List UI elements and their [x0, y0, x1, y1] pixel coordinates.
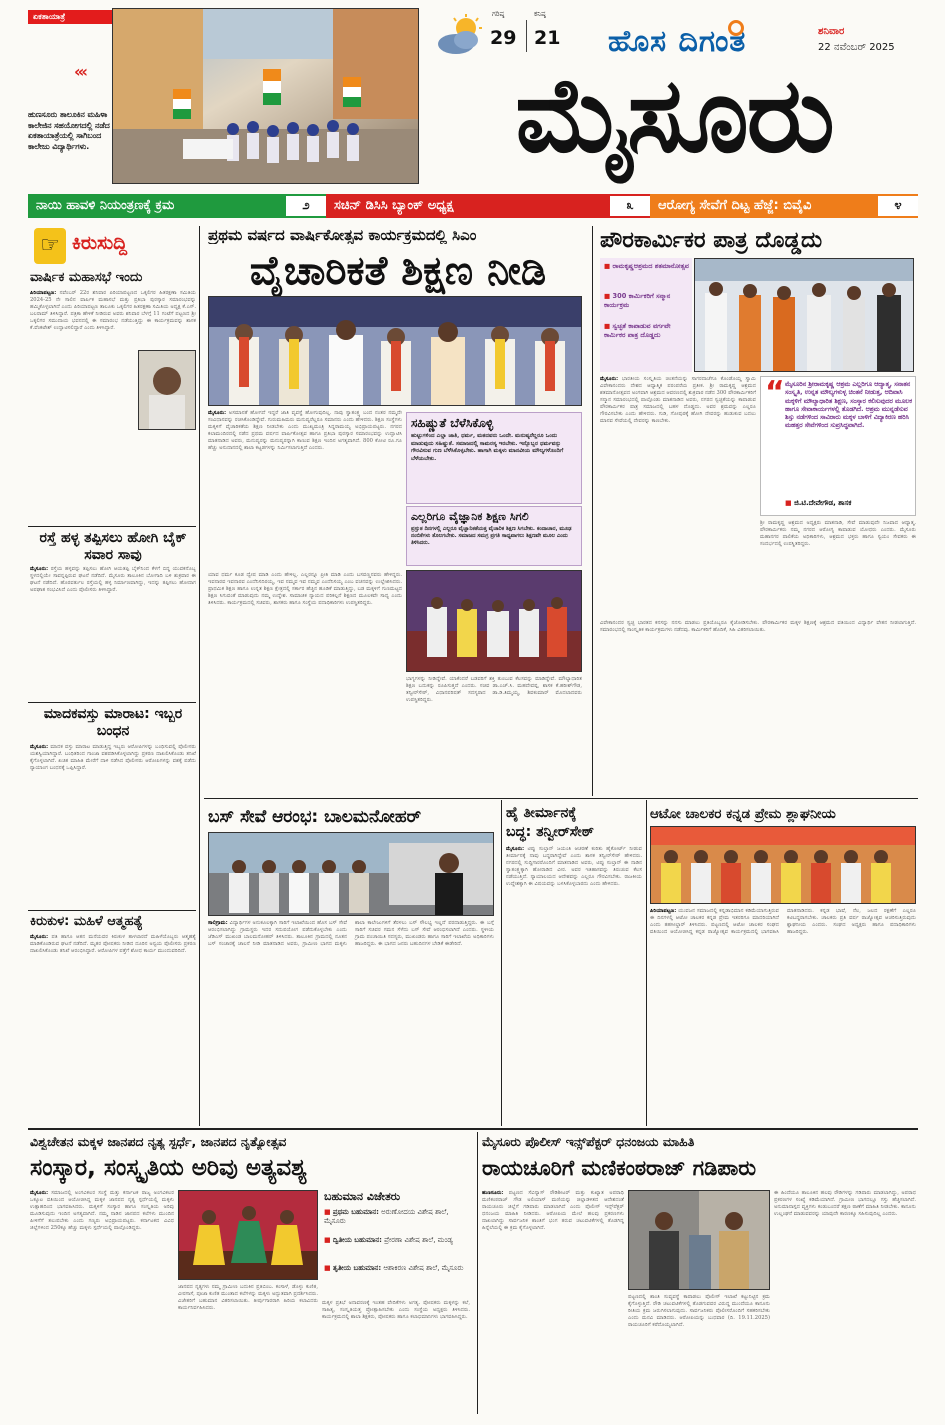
- prize-item: [324, 1208, 470, 1226]
- prize-label: ತೃತೀಯ ಬಹುಮಾನ:: [332, 1264, 382, 1272]
- prize-winner: ಅರುಣೋದಯ ವಿಶೇಷ ಶಾಲೆ, ಮೈಸೂರು: [324, 1208, 449, 1225]
- story-text: ಮಾದಕ ವಸ್ತು ಮಾರಾಟ ಮಾಡುತ್ತಿದ್ದ ಇಬ್ಬರು ಆರೋಪಿಗಳನ್ನು ಬಂಧಿಸುವಲ್ಲಿ ಪೊಲೀಸರು ಯಶಸ್ವಿಯಾಗಿದ್ದಾರೆ. ಬಂಧಿತರಿಂದ ಗಾಂಜಾ ವಶಪಡಿಸಿಕೊಳ್ಳಲಾಗಿದ್ದು ಪ್ರಕರಣ ದಾಖಲಿಸಿಕೊಂಡು ತನಿಖೆ ಕೈಗೊಳ್ಳಲಾಗಿದೆ. ಖಚಿತ ಮಾಹಿತಿ ಮೇರೆಗೆ ದಾಳಿ ನಡೆಸಿದ ಪೊಲೀಸರು ಆರೋಪಿಗಳನ್ನು ವಶಕ್ಕೆ ಪಡೆದು ನ್ಯಾಯಾಂಗ ಬಂಧನಕ್ಕೆ ಒಪ್ಪಿಸಿದ್ದಾರೆ.: [30, 744, 196, 771]
- kiru-column: [28, 226, 196, 1126]
- quote-author: ■: [785, 499, 795, 507]
- nav-page-number: ೨: [302, 198, 310, 213]
- story-text: ಯುವಜನ ಸಮಾಜದಲ್ಲಿ ಕನ್ನಡಾಭಿಮಾನ ಕಡಿಮೆಯಾಗುತ್ತಿರುವ ಈ ದಿನಗಳಲ್ಲಿ ಆಟೋ ಚಾಲಕರ ಕನ್ನಡ ಪ್ರೇಮ ಇತರರಿಗೂ ಮಾದರಿಯಾಗಿದೆ ಎಂದು ತಹಸೀಲ್ದಾರ್ ತಿಳಿಸಿದರು. ಪಟ್ಟಣದಲ್ಲಿ ಆಟೋ ಚಾಲಕರ ಸಂಘದ ವತಿಯಿಂದ ಆಯೋಜಿಸಿದ್ದ ಕನ್ನಡ ರಾಜ್ಯೋತ್ಸವ ಕಾರ್ಯಕ್ರಮದಲ್ಲಿ ಭಾಗವಹಿಸಿ ಮಾತನಾಡಿದರು. ಕನ್ನಡ ಭಾಷೆ, ನೆಲ, ಜಲದ ರಕ್ಷಣೆಗೆ ಎಲ್ಲರೂ ಕಟಿಬದ್ಧರಾಗಬೇಕು. ಚಾಲಕರು ಪ್ರತಿ ವರ್ಷ ರಾಜ್ಯೋತ್ಸವ ಆಚರಿಸುತ್ತಿರುವುದು ಶ್ಲಾಘನೀಯ ಎಂದರು. ಸಂಘದ ಅಧ್ಯಕ್ಷರು ಹಾಗೂ ಪದಾಧಿಕಾರಿಗಳು ಹಾಜರಿದ್ದರು.: [650, 908, 916, 935]
- story-text: ನವೆಂಬರ್ 22ರ ಶನಿವಾರ ಪಿರಿಯಾಪಟ್ಟಣದ ಒಕ್ಕಲಿಗರ ಹಿತರಕ್ಷಣಾ ಸಮಿತಿಯ 2024-25 ನೇ ಸಾಲಿನ ವಾರ್ಷಿಕ ಮಹಾಸಭೆ ಮತ್ತು ಪ್ರತಿಭಾ ಪುರಸ್ಕಾರ ಸಮಾರಂಭವನ್ನು ಹಮ್ಮಿಕೊಳ್ಳಲಾಗಿದೆ ಎಂದು ಪಿರಿಯಾಪಟ್ಟಣ ತಾಲೂಕು ಒಕ್ಕಲಿಗರ ಹಿತರಕ್ಷಣಾ ಸಮಿತಿಯ ಅಧ್ಯಕ್ಷ ಕೆ.ಎಸ್. ಬಲರಾಮ್ ತಿಳಿಸಿದ್ದಾರೆ. ಪತ್ರಿಕಾ ಹೇಳಿಕೆ ನೀಡಿರುವ ಅವರು ಶನಿವಾರ ಬೆಳಗ್ಗೆ 11 ಗಂಟೆಗೆ ಪಟ್ಟಣದ ಶ್ರೀ ಒಕ್ಕಲಿಗರ ಸಮುದಾಯ ಭವನದಲ್ಲಿ ಈ ಸಮಾರಂಭ ನಡೆಯುತ್ತಿದ್ದು ಈ ಕಾರ್ಯಕ್ರಮವನ್ನು ಶಾಸಕ ಕೆ.ವೆಂಕಟೇಶ್ ಉದ್ಘಾಟಿಸಲಿದ್ದಾರೆ ಎಂದು ತಿಳಿಸಿದ್ದಾರೆ.: [30, 290, 196, 331]
- column-rule: [646, 800, 647, 1126]
- story-text: ಸಮಾಜದಲ್ಲಿ ಅಂಗವಿಕಲರ ಸಂಸ್ಥೆ ಮತ್ತು ಕರ್ನಾಟಕ ರಾಜ್ಯ ಅಂಗವಿಕಲರ ಒಕ್ಕೂಟ ವತಿಯಿಂದ ಆಯೋಜಿಸಿದ್ದ ಮಕ್ಕಳ ಜಾನಪದ ನೃತ್ಯ ಸ್ಪರ್ಧೆಯಲ್ಲಿ ಮಕ್ಕಳು ಉತ್ಸಾಹದಿಂದ ಭಾಗವಹಿಸಿದರು. ಮಕ್ಕಳಿಗೆ ಸಂಸ್ಕಾರ ಹಾಗೂ ಸಂಸ್ಕೃತಿಯ ಅರಿವು ಮೂಡಿಸುವುದು ಇಂದಿನ ಅಗತ್ಯವಾಗಿದೆ. ನಮ್ಮ ನಾಡಿನ ಜಾನಪದ ಕಲೆಗಳು ಮುಂದಿನ ಪೀಳಿಗೆಗೆ ತಲುಪಬೇಕು ಎಂದು ಗಣ್ಯರು ಅಭಿಪ್ರಾಯಪಟ್ಟರು. ಕರ್ನಾಟಕದ ವಿವಿಧ ಜಿಲ್ಲೆಗಳಿಂದ 250ಕ್ಕೂ ಹೆಚ್ಚು ಮಕ್ಕಳು ಸ್ಪರ್ಧೆಯಲ್ಲಿ ಪಾಲ್ಗೊಂಡಿದ್ದರು.: [30, 1190, 174, 1231]
- bullet-square-icon: ■: [324, 1236, 333, 1244]
- kiru-header: [28, 226, 196, 266]
- nav-item-dogs[interactable]: [28, 194, 286, 218]
- prize-box: [322, 1190, 470, 1296]
- quote-author-name: ಜಿ.ಟಿ.ದೇವೇಗೌಡ,: [794, 499, 836, 507]
- dance-headline: ಸಂಸ್ಕಾರ, ಸಂಸ್ಕೃತಿಯ ಅರಿವು ಅತ್ಯವಶ್ಯ: [30, 1155, 307, 1181]
- box-title: ಸಹಿಷ್ಣುತೆ ಬೆಳೆಸಿಕೊಳ್ಳಿ: [411, 416, 494, 430]
- workers-bullets: [600, 258, 692, 372]
- dateline: ಸಾಲಿಗ್ರಾಮ:: [208, 920, 228, 926]
- nav-item-page[interactable]: [878, 194, 918, 218]
- auto-photo: [650, 826, 916, 904]
- quote-box: [760, 376, 916, 516]
- nav-item-page[interactable]: [286, 194, 326, 218]
- prize-title: ಬಹುಮಾನ ವಿಜೇತರು: [324, 1190, 401, 1203]
- police-body-1: [482, 1190, 624, 1412]
- cm-photo: [208, 296, 582, 406]
- dance-kicker: ವಿಶ್ವಚೇತನ ಮಕ್ಕಳ ಜಾನಪದ ನೃತ್ಯ ಸ್ಪರ್ಧೆ, ಜಾನಪದ ನೃತ್ಯೋತ್ಸವ: [30, 1134, 287, 1149]
- dance-body-2: ಜಾನಪದ ನೃತ್ಯಗಳು ನಮ್ಮ ಗ್ರಾಮೀಣ ಬದುಕಿನ ಪ್ರತಿಬಿಂಬ. ಕಂಸಾಳೆ, ಡೊಳ್ಳು ಕುಣಿತ, ವೀರಗಾಸೆ, ಪೂಜಾ ಕುಣಿತ ಮುಂತಾದ ಕಲೆಗಳನ್ನು ಮಕ್ಕಳು ಅದ್ಭುತವಾಗಿ ಪ್ರದರ್ಶಿಸಿದರು. ವಿಜೇತರಿಗೆ ಬಹುಮಾನ ವಿತರಿಸಲಾಯಿತು. ತೀರ್ಪುಗಾರರಾಗಿ ಹಿರಿಯ ಕಲಾವಿದರು ಕಾರ್ಯನಿರ್ವಹಿಸಿದರು.: [178, 1284, 318, 1311]
- bullet-square-icon: ■: [324, 1264, 333, 1272]
- tipu-body: [506, 846, 642, 1122]
- prize-winner: ಆಶಾಕಿರಣ ವಿಶೇಷ ಶಾಲೆ, ಮೈಸೂರು: [383, 1264, 464, 1272]
- column-rule: [592, 226, 593, 796]
- bullet-square-icon: ■: [604, 262, 613, 270]
- story-text: ಭಾರತೀಯ ಸಂಸ್ಕೃತಿಯ ಚಿಂತನೆಯನ್ನು ಸಾಗರದಾಚೆಗೂ ಕೊಂಡೊಯ್ದ ಸ್ವಾಮಿ ವಿವೇಕಾನಂದರು ದೇಶದ ಆಧ್ಯಾತ್ಮಿಕ ಪರಂಪರೆಯ ಪ್ರತೀಕ. ಶ್ರೀ ರಾಮಕೃಷ್ಣ ಆಶ್ರಮದ ಶತಮಾನೋತ್ಸವದ ಅಂಗವಾಗಿ ಆಶ್ರಮದ ಆವರಣದಲ್ಲಿ ಶುಕ್ರವಾರ ನಡೆದ 300 ಪೌರಕಾರ್ಮಿಕರಿಗೆ ಸನ್ಮಾನ ಸಮಾರಂಭದಲ್ಲಿ ಪಾಲ್ಗೊಂಡು ಮಾತನಾಡಿದ ಅವರು, ನಗರದ ಸ್ವಚ್ಛತೆಯನ್ನು ಕಾಪಾಡುವ ಪೌರಕಾರ್ಮಿಕರ ಪಾತ್ರ ಸಮಾಜದಲ್ಲಿ ಬಹಳ ದೊಡ್ಡದು. ಅವರ ಶ್ರಮವನ್ನು ಎಲ್ಲರೂ ಗೌರವಿಸಬೇಕು ಎಂದು ಹೇಳಿದರು. ಗುಡಿ, ಗೋಪುರಕ್ಕೆ ಹೋಗಿ ದೇವರನ್ನು ಹುಡುಕುವ ಬದಲು ಮಾನವ ಸೇವೆಯಲ್ಲಿ ದೇವರನ್ನು ಕಾಣಬೇಕು.: [600, 376, 756, 424]
- divider: [28, 702, 196, 703]
- pointing-hand-icon: ☞: [34, 228, 66, 264]
- nav-item-health[interactable]: [650, 194, 878, 218]
- nav-item-dcc[interactable]: [326, 194, 610, 218]
- kiru-headline-1: ವಾರ್ಷಿಕ ಮಹಾಸಭೆ ಇಂದು: [30, 270, 143, 285]
- story-text: ರಸ್ತೆಯ ಹಳ್ಳವನ್ನು ತಪ್ಪಿಸಲು ಹೋಗಿ ಆಯತಪ್ಪಿ ಬೈಕ್‌ನಿಂದ ಕೆಳಗೆ ಬಿದ್ದ ಯುವಕನೊಬ್ಬ ಸ್ಥಳದಲ್ಲಿಯೇ ಸಾವನ್ನಪ್ಪಿರುವ ಘಟನೆ ನಡೆದಿದೆ. ಮೈಸೂರು ತಾಲೂಕಿನ ಬೋಗಾದಿ ಬಳಿ ಶುಕ್ರವಾರ ಈ ಘಟನೆ ನಡೆದಿದೆ. ಹೊರವರ್ತುಲ ರಸ್ತೆಯಲ್ಲಿ ಹಳ್ಳ ನಿರ್ಮಾಣವಾಗಿದ್ದು, ಇದನ್ನು ತಪ್ಪಿಸಲು ಹೋದಾಗ ಅಪಘಾತ ಸಂಭವಿಸಿದೆ ಎಂದು ಪೊಲೀಸರು ತಿಳಿಸಿದ್ದಾರೆ.: [30, 566, 196, 593]
- paper-logo: ಹೊಸ ದಿಗಂತ: [608, 24, 747, 59]
- row-divider: [28, 1128, 918, 1130]
- police-photo: [628, 1190, 770, 1290]
- police-headline: ರಾಯಚೂರಿಗೆ ಮಣಿಕಂಠರಾಜ್ ಗಡಿಪಾರು: [482, 1156, 757, 1180]
- workers-headline: ಪೌರಕಾರ್ಮಿಕರ ಪಾತ್ರ ದೊಡ್ಡದು: [600, 228, 823, 253]
- police-kicker: ಮೈಸೂರು ಪೊಲೀಸ್ ಇನ್ಸ್‌ಪೆಕ್ಟರ್ ಧನಂಜಯ ಮಾಹಿತಿ: [482, 1134, 695, 1149]
- weather-max: 29: [490, 27, 517, 49]
- auto-body: [650, 908, 916, 1122]
- cm-kicker: ಪ್ರಥಮ ವರ್ಷದ ವಾರ್ಷಿಕೋತ್ಸವ ಕಾರ್ಯಕ್ರಮದಲ್ಲಿ ಸಿಎಂ: [208, 226, 477, 244]
- quote-mark-icon: “: [765, 375, 785, 410]
- weather-max-label: ಗರಿಷ್ಠ: [492, 10, 505, 18]
- kiru-headline-3: ಮಾದಕವಸ್ತು ಮಾರಾಟ: ಇಬ್ಬರ ಬಂಧನ: [43, 706, 183, 739]
- auto-headline: ಆಟೋ ಚಾಲಕರ ಕನ್ನಡ ಪ್ರೇಮ ಶ್ಲಾಘನೀಯ: [650, 806, 836, 822]
- dateline: ಮೈಸೂರು:: [600, 376, 619, 382]
- bus-photo: [208, 832, 494, 916]
- weather-divider: [526, 20, 527, 52]
- quote-text: ಮೈಸೂರಿನ ಶ್ರೀರಾಮಕೃಷ್ಣ ಆಶ್ರಮ ಎಲ್ಲರಿಗೂ ಆದ್ಯಾತ್ಮ, ಸನಾತನ ಸಂಸ್ಕೃತಿ, ಉನ್ನತ ಮೌಲ್ಯಗಳುಳ್ಳ ಚಿಂತನೆ ನೀಡುತ್ತ, ಆದಿವಾಸಿ ಮಕ್ಕಳಿಗೆ ಮೌಲ್ಯಾಧಾರಿತ ಶಿಕ್ಷಣ, ಸಂಸ್ಕಾರ ಕಲಿಸುವುದರ ಮೂಲಕ ಹಾಗೂ ಸೇವಾಕಾರ್ಯಗಳಲ್ಲಿ ತೊಡಗಿದೆ. ಆಶ್ರಮ ಮುನ್ನಡೆಸುವ ಶಿಸ್ತು ನಡೆಗಳಿಂದ ಸಾವಿರಾರು ಮಕ್ಕಳ ಬಾಳಿಗೆ ವಿದ್ಯಾಕಿರಣ ಹರಿಸಿ ಮಹತ್ತರ ಸೇವೆಗಳಿಂದ ಸುಪ್ರಸಿದ್ಧವಾಗಿದೆ.: [785, 381, 912, 430]
- dateline: ಮೈಸೂರು:: [208, 410, 227, 416]
- logo-wheel-icon: [728, 20, 744, 36]
- workers-body-1: [600, 376, 756, 616]
- quote-author-role: ಶಾಸಕ: [838, 499, 852, 507]
- bullet-square-icon: ■: [604, 292, 613, 300]
- police-story: [480, 1132, 918, 1414]
- bullet-text: ಸ್ವಚ್ಛತೆ ಕಾಪಾಡುವ ವರ್ಗವೇ ಕಾರ್ಮಿಕರ ಪಾತ್ರ ದೊಡ್ಡದು: [604, 322, 671, 339]
- section-nav: [28, 194, 918, 218]
- box-body: ಪ್ರಸ್ತುತ ದಿನಗಳಲ್ಲಿ ಎಲ್ಲರೂ ವೈಜ್ಞಾನಿಕತೆಯತ್ತ ವೈಚಾರಿಕ ಶಿಕ್ಷಣ ಸಿಗಬೇಕು. ಕಂದಾಚಾರ, ಮೂಢ ನಂಬಿಕೆಗಳು ತೊಲಗಬೇಕು. ಸಮಾಜದ ಸಮಗ್ರ ಪ್ರಗತಿ ಸಾಧ್ಯವಾಗಲು ಶಿಕ್ಷಣವೇ ಮೂಲ ಎಂದು ತಿಳಿಸಿದರು.: [411, 526, 572, 546]
- dance-story: [28, 1132, 474, 1414]
- weather-min: 21: [534, 27, 561, 49]
- sidebar-box-science: [406, 506, 582, 566]
- bullet-square-icon: ■: [324, 1208, 333, 1216]
- tipu-story: [504, 800, 644, 1126]
- box-body: ಹುಟ್ಟುಗಳಿಂದ ಎಲ್ಲಾ ಜಾತಿ, ಧರ್ಮ, ಮತದವರು ಒಂದೇ. ಮನುಷ್ಯರೆಲ್ಲರೂ ಒಂದು ಮಾಡುವುದು ಸಹಿಷ್ಣುತೆ. ಸಮಾಜದಲ್ಲಿ ಸಾಮರಸ್ಯ ಇರಬೇಕು. ಇನ್ನೊಬ್ಬರ ಧರ್ಮವನ್ನು ಗೌರವಿಸುವ ಗುಣ ಬೆಳೆಸಿಕೊಳ್ಳಬೇಕು. ಹಾಗಾಗಿ ಮಕ್ಕಳು ಮಾನವೀಯ ಮೌಲ್ಯಗಳೊಂದಿಗೆ ಬೆಳೆಯಬೇಕು.: [411, 433, 564, 462]
- bus-story: [204, 800, 500, 1126]
- cm-body-3: ಭಾಗ್ಯಗಳನ್ನು ನೀಡಿದ್ದೇವೆ. ಯಾಕೆಂದರೆ ಬಡವರಿಗೆ ಶಕ್ತಿ ತುಂಬುವ ಕೆಲಸವನ್ನು ಮಾಡಿದ್ದೇವೆ. ಮೌಲ್ಯಾಧಾರಿತ ಶಿಕ್ಷಣ ಬದುಕನ್ನು ರೂಪಿಸುತ್ತದೆ ಎಂದರು. ಸಚಿವ ಡಾ.ಎಚ್.ಸಿ. ಮಹದೇವಪ್ಪ, ಶಾಸಕ ಕೆ.ಹರೀಶ್‌ಗೌಡ, ತನ್ವೀರ್‌ಸೇಠ್, ವಿಧಾನಪರಿಷತ್ ಸದಸ್ಯರಾದ ಡಾ.ಡಿ.ತಿಮ್ಮಯ್ಯ, ಶಿವಕುಮಾರ್ ಮೊದಲಾದವರು ಉಪಸ್ಥಿತರಿದ್ದರು.: [406, 676, 582, 703]
- quote-attribution: [785, 499, 915, 508]
- dateline: ಪಿರಿಯಾಪಟ್ಟಣ:: [650, 908, 677, 914]
- kiru-headline-2: ರಸ್ತೆ ಹಳ್ಳ ತಪ್ಪಿಸಲು ಹೋಗಿ ಬೈಕ್ ಸವಾರ ಸಾವು: [39, 530, 187, 563]
- divider: [28, 526, 196, 527]
- cm-story: [204, 226, 588, 796]
- auto-story: [648, 800, 918, 1126]
- tag-caption: ಹುಣಸೂರು ತಾಲೂಕಿನ ಮಹಿಳಾ ಕಾಲೇಜಿನ ಸಹಯೋಗದಲ್ಲಿ ನಡೆದ ಏಕತಾಯಾತ್ರೆಯಲ್ಲಿ ಸಾಗಿಬಂದ ಕಾಲೇಜು ವಿದ್ಯಾರ್ಥಿಗಳು.: [28, 110, 110, 151]
- edition-title: ಮೈಸೂರು: [515, 54, 833, 176]
- prize-label: ಪ್ರಥಮ ಬಹುಮಾನ:: [332, 1208, 379, 1216]
- dateline: ಮೈಸೂರು:: [506, 846, 525, 852]
- nav-item-label: ಆರೋಗ್ಯ ಸೇವೆಗೆ ದಿಟ್ಟ ಹೆಜ್ಜೆ: ಬಿವೈವಿ: [658, 198, 812, 213]
- kiru-label: ಕಿರುಸುದ್ದಿ: [72, 232, 128, 254]
- column-rule: [477, 1132, 478, 1414]
- workers-body-2: ಶ್ರೀ ರಾಮಕೃಷ್ಣ ಆಶ್ರಮದ ಅಧ್ಯಕ್ಷರು ಮಾತನಾಡಿ, ಸೇವೆ ಮಾಡುವುದೇ ನಿಜವಾದ ಆಧ್ಯಾತ್ಮ. ಪೌರಕಾರ್ಮಿಕರು ನಮ್ಮ ನಗರದ ಆರೋಗ್ಯ ಕಾಪಾಡುವ ಯೋಧರು ಎಂದರು. ಮೈಸೂರು ಮಹಾನಗರ ಪಾಲಿಕೆಯ ಅಧಿಕಾರಿಗಳು, ಆಶ್ರಮದ ಭಕ್ತರು ಹಾಗೂ ಸ್ವಯಂ ಸೇವಕರು ಈ ಸಂದರ್ಭದಲ್ಲಿ ಉಪಸ್ಥಿತರಿದ್ದರು.: [760, 520, 916, 547]
- registration-marks: [90, 1416, 850, 1424]
- day-label: ಶನಿವಾರ: [818, 26, 845, 37]
- kiru-portrait: [138, 350, 196, 430]
- bullet-text: ರಾಮಕೃಷ್ಣಆಶ್ರಮದ ಶತಮಾನೋತ್ಸವ: [612, 262, 689, 270]
- police-body-3: ಈ ಹಿಂದೆಯೂ ತಾಲೂಕಿನ ಹಲವು ರೌಡಿಗಳನ್ನು ಗಡಿಪಾರು ಮಾಡಲಾಗಿದ್ದು, ಅಪರಾಧ ಪ್ರಕರಣಗಳ ಸಂಖ್ಯೆ ಕಡಿಮೆಯಾಗಿದೆ. ಗ್ರಾಮೀಣ ಭಾಗದಲ್ಲೂ ಗಸ್ತು ಹೆಚ್ಚಿಸಲಾಗಿದೆ. ಅನುಮಾನಾಸ್ಪದ ವ್ಯಕ್ತಿಗಳು ಕಂಡುಬಂದರೆ ತಕ್ಷಣ ಠಾಣೆಗೆ ಮಾಹಿತಿ ನೀಡಬೇಕು. ಕಾನೂನು ಉಲ್ಲಂಘನೆ ಮಾಡುವವರನ್ನು ಯಾವುದೇ ಕಾರಣಕ್ಕೂ ಸಹಿಸುವುದಿಲ್ಲ ಎಂದರು.: [774, 1190, 916, 1217]
- story-text: ಪಟ್ಟಣದ ಸೆವಿನ್ಯಾಸ್ ರೌಡಿಶೀಟರ್ ಮತ್ತು ಕುಖ್ಯಾತ ಅಪರಾಧಿ ಮಣಿಕಂಠರಾಜ್ ಗೌಡ ಅಲಿಯಾಸ್ ಮಣಿಯನ್ನು ಜಿಲ್ಲಾಡಳಿತದ ಆದೇಶದಂತೆ ರಾಯಚೂರು ಜಿಲ್ಲೆಗೆ ಗಡಿಪಾರು ಮಾಡಲಾಗಿದೆ ಎಂದು ಪೊಲೀಸ್ ಇನ್ಸ್‌ಪೆಕ್ಟರ್ ಧನಂಜಯ ಮಾಹಿತಿ ನೀಡಿದರು. ಆರೋಪಿಯ ಮೇಲೆ ಹಲವು ಪ್ರಕರಣಗಳು ದಾಖಲಾಗಿದ್ದು ಸಾರ್ವಜನಿಕ ಶಾಂತಿಗೆ ಭಂಗ ತರುವ ಚಟುವಟಿಕೆಗಳಲ್ಲಿ ತೊಡಗಿದ್ದ ಹಿನ್ನೆಲೆಯಲ್ಲಿ ಈ ಕ್ರಮ ಕೈಗೊಳ್ಳಲಾಗಿದೆ.: [482, 1190, 624, 1231]
- bullet-item: [604, 322, 690, 339]
- cm-body-1: [208, 410, 402, 570]
- nav-page-number: ೪: [894, 198, 902, 213]
- police-body-2: ಪಟ್ಟಣದಲ್ಲಿ ಶಾಂತಿ ಸುವ್ಯವಸ್ಥೆ ಕಾಪಾಡಲು ಪೊಲೀಸ್ ಇಲಾಖೆ ಕಟ್ಟುನಿಟ್ಟಿನ ಕ್ರಮ ಕೈಗೊಳ್ಳುತ್ತಿದೆ. ರೌಡಿ ಚಟುವಟಿಕೆಗಳಲ್ಲಿ ತೊಡಗುವವರ ವಿರುದ್ಧ ಮುಂದೆಯೂ ಕಾನೂನು ರೀತಿಯ ಕ್ರಮ ಜರುಗಿಸಲಾಗುವುದು. ಸಾರ್ವಜನಿಕರು ಪೊಲೀಸರೊಂದಿಗೆ ಸಹಕರಿಸಬೇಕು ಎಂದು ಮನವಿ ಮಾಡಿದರು. ಆರೋಪಿಯನ್ನು ಬುಧವಾರ (ದಿ. 19.11.2025) ರಾಯಚೂರಿಗೆ ಕರೆದೊಯ್ಯಲಾಗಿದೆ.: [628, 1294, 770, 1328]
- dateline: ಮೈಸೂರು:: [30, 934, 49, 940]
- kiru-body-2: [30, 566, 196, 700]
- kiru-headline-4: ಕಿರುಕುಳ: ಮಹಿಳೆ ಆತ್ಮಹತ್ಯೆ: [30, 914, 143, 929]
- arrows-icon: «‹: [74, 62, 85, 81]
- nav-item-label: ನಾಯಿ ಹಾವಳಿ ನಿಯಂತ್ರಣಕ್ಕೆ ಕ್ರಮ: [36, 198, 175, 213]
- prize-label: ದ್ವಿತೀಯ ಬಹುಮಾನ:: [332, 1236, 382, 1244]
- ekata-photo-art: [113, 9, 418, 183]
- column-rule: [501, 800, 502, 1126]
- tipu-headline: [506, 804, 644, 842]
- dateline: ಪಿರಿಯಾಪಟ್ಟಣ:: [30, 290, 57, 296]
- workers-body-3: ವಿವೇಕಾನಂದರ ಸ್ವಚ್ಛ ಭಾರತದ ಕನಸನ್ನು ನನಸು ಮಾಡಲು ಪ್ರತಿಯೊಬ್ಬರೂ ಕೈಜೋಡಿಸಬೇಕು. ಪೌರಕಾರ್ಮಿಕರ ಮಕ್ಕಳ ಶಿಕ್ಷಣಕ್ಕೆ ಆಶ್ರಮದ ವತಿಯಿಂದ ವಿದ್ಯಾರ್ಥಿ ವೇತನ ನೀಡಲಾಗುತ್ತಿದೆ. ಸಮಾರಂಭದಲ್ಲಿ ಸಾಂಸ್ಕೃತಿಕ ಕಾರ್ಯಕ್ರಮಗಳು ನಡೆದವು. ಕಾರ್ಮಿಕರಿಗೆ ಹೊದಿಕೆ, ಸಿಹಿ ವಿತರಿಸಲಾಯಿತು.: [600, 620, 916, 633]
- prize-winner: ಪ್ರೇರಣಾ ವಿಶೇಷ ಶಾಲೆ, ಮಂಡ್ಯ: [384, 1236, 453, 1244]
- weather-min-label: ಕನಿಷ್ಠ: [534, 10, 546, 18]
- bus-body: [208, 920, 494, 1124]
- nav-item-label: ಸಚಿನ್ ಡಿಸಿಸಿ ಬ್ಯಾಂಕ್ ಅಧ್ಯಕ್ಷ: [334, 198, 454, 213]
- bullet-item: [604, 262, 690, 271]
- prize-item: [324, 1236, 470, 1245]
- dateline: ಮೈಸೂರು:: [30, 566, 49, 572]
- tipu-headline-line-1: ಹೈ ತೀರ್ಮಾನಕ್ಕೆ: [506, 805, 577, 821]
- masthead: [0, 0, 945, 188]
- column-rule: [199, 226, 200, 1126]
- story-text: ಟಿಪ್ಪು ಸುಲ್ತಾನ್ ಜಯಂತಿ ಆಚರಣೆ ಕುರಿತು ಹೈಕೋರ್ಟ್ ನೀಡುವ ತೀರ್ಮಾನಕ್ಕೆ ನಾವು ಬದ್ಧರಾಗಿದ್ದೇವೆ ಎಂದು ಶಾಸಕ ತನ್ವೀರ್‌ಸೇಠ್ ಹೇಳಿದರು. ನಗರದಲ್ಲಿ ಸುದ್ದಿಗಾರರೊಂದಿಗೆ ಮಾತನಾಡಿದ ಅವರು, ಟಿಪ್ಪು ಸುಲ್ತಾನ್ ಈ ನಾಡಿನ ಸ್ವಾತಂತ್ರ್ಯಕ್ಕಾಗಿ ಹೋರಾಡಿದ ವೀರ. ಅವರ ಇತಿಹಾಸವನ್ನು ತಿರುಚುವ ಕೆಲಸ ನಡೆಯುತ್ತಿದೆ. ನ್ಯಾಯಾಲಯದ ಆದೇಶವನ್ನು ಎಲ್ಲರೂ ಗೌರವಿಸಬೇಕು. ರಾಜಕೀಯ ಉದ್ದೇಶಕ್ಕಾಗಿ ಈ ವಿಷಯವನ್ನು ಬಳಸಿಕೊಳ್ಳಬಾರದು ಎಂದು ಹೇಳಿದರು.: [506, 846, 642, 887]
- ekata-tag: ಏಕತಾಯಾತ್ರೆ: [28, 10, 114, 24]
- dateline: ಮೈಸೂರು:: [30, 744, 49, 750]
- nav-page-number: ೩: [626, 198, 634, 213]
- sidebar-box-tolerance: [406, 412, 582, 504]
- dateline: ಹುಣಸೂರು:: [482, 1190, 504, 1196]
- dateline: ಮೈಸೂರು:: [30, 1190, 49, 1196]
- cm-body-2: ಯಾವ ಧರ್ಮ ಕೂಡ ದ್ವೇಷ ಮಾಡಿ ಎಂದು ಹೇಳಿಲ್ಲ. ಎಲ್ಲರನ್ನೂ ಪ್ರೀತಿ ಮಾಡಿ ಎಂದು ಬಸವಣ್ಣನವರು ಹೇಳಿದ್ದರು. ಇವನಾರವ ಇವನಾರವ ಎಂದೆನಿಸದಿರಯ್ಯ, ಇವ ನಮ್ಮವ ಇವ ನಮ್ಮವ ಎಂದೆನಿಸಯ್ಯ ಎಂಬ ವಚನವನ್ನು ಉಲ್ಲೇಖಿಸಿದರು. ಪ್ರಾಥಮಿಕ ಶಿಕ್ಷಣ ಹಾಗೂ ಉನ್ನತ ಶಿಕ್ಷಣ ಕ್ಷೇತ್ರದಲ್ಲಿ ಸರ್ಕಾರ ಹೆಚ್ಚಿನ ಹೂಡಿಕೆ ಮಾಡುತ್ತಿದ್ದು, ಬಡ ಮಕ್ಕಳಿಗೆ ಗುಣಮಟ್ಟದ ಶಿಕ್ಷಣ ಸಿಗುವಂತೆ ಮಾಡುವುದು ನಮ್ಮ ಉದ್ದೇಶ. ಸಾಮಾಜಿಕ ನ್ಯಾಯದ ಪರಿಕಲ್ಪನೆ ಶಿಕ್ಷಣದ ಮೂಲಕವೇ ಸಾಧ್ಯ ಎಂದು ತಿಳಿಸಿದರು. ಕಾರ್ಯಕ್ರಮದಲ್ಲಿ ಸಚಿವರು, ಶಾಸಕರು ಹಾಗೂ ಸಂಸ್ಥೆಯ ಪದಾಧಿಕಾರಿಗಳು ಉಪಸ್ಥಿತರಿದ್ದರು.: [208, 572, 402, 606]
- divider: [28, 910, 196, 911]
- dance-body-3: ಮಕ್ಕಳ ಪ್ರತಿಭೆ ಅನಾವರಣಕ್ಕೆ ಇಂತಹ ವೇದಿಕೆಗಳು ಅಗತ್ಯ. ಪೋಷಕರು ಮಕ್ಕಳನ್ನು ಕಲೆ, ಸಾಹಿತ್ಯ, ಸಂಸ್ಕೃತಿಯತ್ತ ಪ್ರೋತ್ಸಾಹಿಸಬೇಕು ಎಂದು ಸಂಸ್ಥೆಯ ಅಧ್ಯಕ್ಷರು ತಿಳಿಸಿದರು. ಕಾರ್ಯಕ್ರಮದಲ್ಲಿ ಶಾಲಾ ಶಿಕ್ಷಕರು, ಪೋಷಕರು ಹಾಗೂ ಕಲಾಭಿಮಾನಿಗಳು ಭಾಗವಹಿಸಿದ್ದರು.: [322, 1300, 470, 1320]
- tipu-headline-line-2: ಬದ್ಧ: ತನ್ವೀರ್‌ಸೇಠ್: [506, 824, 594, 840]
- prize-item: [324, 1264, 470, 1273]
- box-title: ಎಲ್ಲರಿಗೂ ವೈಜ್ಞಾನಿಕ ಶಿಕ್ಷಣ ಸಿಗಲಿ: [411, 510, 529, 523]
- bus-headline: ಬಸ್ ಸೇವೆ ಆರಂಭ: ಬಾಲಮನೋಹರ್: [208, 807, 422, 827]
- bullet-text: 300 ಕಾರ್ಮಿಕರಿಗೆ ಸನ್ಮಾನ ಕಾರ್ಯಕ್ರಮ: [604, 292, 671, 309]
- cm-headline: ವೈಚಾರಿಕತೆ ಶಿಕ್ಷಣ ನೀಡಿ: [249, 248, 547, 294]
- dance-photo: [178, 1190, 318, 1280]
- story-text: ಅಸಮಾನತೆ ಹೋಗದೆ ಇದ್ದರೆ ಜಾತಿ ವ್ಯವಸ್ಥೆ ಹೋಗುವುದಿಲ್ಲ. ನಾವು ಸ್ವಾತಂತ್ರ್ಯ ಬಂದ ನಂತರ ನಮ್ಮದೇ ಸಂವಿಧಾನವನ್ನು ರಚಿಸಿಕೊಂಡಿದ್ದೇವೆ. ಗುರುಮಹಿಮರು ಮನುಷ್ಯರೆಲ್ಲರೂ ಸಮಾನರು ಎಂದು ಹೇಳಿದರು. ಶಿಕ್ಷಣ ಸಂಸ್ಥೆಗಳು ಮಕ್ಕಳಿಗೆ ವೈಚಾರಿಕತೆಯ ಶಿಕ್ಷಣ ನೀಡಬೇಕು ಎಂದು ಮುಖ್ಯಮಂತ್ರಿ ಸಿದ್ದರಾಮಯ್ಯ ಅಭಿಪ್ರಾಯಪಟ್ಟರು. ನಗರದ ಕಲಾಮಂದಿರದಲ್ಲಿ ನಡೆದ ಪ್ರಥಮ ವರ್ಷದ ವಾರ್ಷಿಕೋತ್ಸವ ಹಾಗೂ ಪ್ರತಿಭಾ ಪುರಸ್ಕಾರ ಸಮಾರಂಭವನ್ನು ಉದ್ಘಾಟಿಸಿ ಮಾತನಾಡಿದ ಅವರು, ಮನುಷ್ಯರನ್ನು ಮನುಷ್ಯರನ್ನಾಗಿ ಕಾಣುವ ಶಿಕ್ಷಣ ಇಂದಿನ ಅಗತ್ಯವಾಗಿದೆ. 800 ಕೋಟಿ ರೂ.ಗೂ ಹೆಚ್ಚು ಅನುದಾನದಲ್ಲಿ ಶಾಲಾ ಕಟ್ಟಡಗಳನ್ನು ನಿರ್ಮಿಸಲಾಗುತ್ತಿದೆ ಎಂದರು.: [208, 410, 402, 451]
- row-divider: [204, 798, 918, 799]
- nav-item-page[interactable]: [610, 194, 650, 218]
- kiru-body-3: [30, 744, 196, 908]
- workers-story: [596, 226, 918, 796]
- cm-photo-2: [406, 570, 582, 672]
- story-text: ವಿದ್ಯಾರ್ಥಿಗಳ ಅನುಕೂಲಕ್ಕಾಗಿ ಸಾರಿಗೆ ಇಲಾಖೆಯಿಂದ ಹೊಸ ಬಸ್ ಸೇವೆ ಆರಂಭಿಸಲಾಗಿದ್ದು ಗ್ರಾಮಸ್ಥರು ಇದರ ಸದುಪಯೋಗ ಪಡೆದುಕೊಳ್ಳಬೇಕು ಎಂದು ಜೆಡಿಎಸ್ ಮುಖಂಡ ಬಾಲಮನೋಹರ್ ತಿಳಿಸಿದರು. ತಾಲೂಕಿನ ಗ್ರಾಮದಲ್ಲಿ ನೂತನ ಬಸ್ ಸಂಚಾರಕ್ಕೆ ಚಾಲನೆ ನೀಡಿ ಮಾತನಾಡಿದ ಅವರು, ಗ್ರಾಮೀಣ ಭಾಗದ ಮಕ್ಕಳು ಶಾಲಾ ಕಾಲೇಜುಗಳಿಗೆ ತೆರಳಲು ಬಸ್ ಸೌಲಭ್ಯ ಇಲ್ಲದೆ ಪರದಾಡುತ್ತಿದ್ದರು. ಈ ಬಗ್ಗೆ ಸಾರಿಗೆ ಸಚಿವರ ಗಮನ ಸೆಳೆದು ಬಸ್ ಸೇವೆ ಆರಂಭಿಸಲಾಗಿದೆ ಎಂದರು. ಸ್ಥಳೀಯ ಗ್ರಾಮ ಪಂಚಾಯಿತಿ ಸದಸ್ಯರು, ಮುಖಂಡರು ಹಾಗೂ ಸಾರಿಗೆ ಇಲಾಖೆಯ ಅಧಿಕಾರಿಗಳು ಹಾಜರಿದ್ದರು. ಈ ಭಾಗದ ಜನರು ಬಹುದಿನಗಳ ಬೇಡಿಕೆ ಈಡೇರಿದೆ.: [208, 920, 494, 947]
- workers-photo: [694, 258, 914, 372]
- kiru-body-4: [30, 934, 196, 1124]
- ekata-photo: [112, 8, 419, 184]
- bullet-square-icon: ■: [604, 322, 613, 330]
- story-text: ಪತಿ ಹಾಗೂ ಆತನ ಮನೆಯವರ ಕಿರುಕುಳ ತಾಳಲಾರದೆ ಮಹಿಳೆಯೊಬ್ಬರು ಆತ್ಮಹತ್ಯೆ ಮಾಡಿಕೊಂಡಿರುವ ಘಟನೆ ನಡೆದಿದೆ. ಮೃತರ ಪೋಷಕರು ನೀಡಿದ ದೂರಿನ ಅನ್ವಯ ಪೊಲೀಸರು ಪ್ರಕರಣ ದಾಖಲಿಸಿಕೊಂಡು ತನಿಖೆ ಆರಂಭಿಸಿದ್ದಾರೆ. ಆರೋಪಿಗಳ ಪತ್ತೆಗೆ ಶೋಧ ಕಾರ್ಯ ಮುಂದುವರಿದಿದೆ.: [30, 934, 196, 954]
- dance-body-1: [30, 1190, 174, 1412]
- bullet-item: [604, 292, 690, 309]
- date-label: 22 ನವೆಂಬರ್ 2025: [818, 42, 895, 53]
